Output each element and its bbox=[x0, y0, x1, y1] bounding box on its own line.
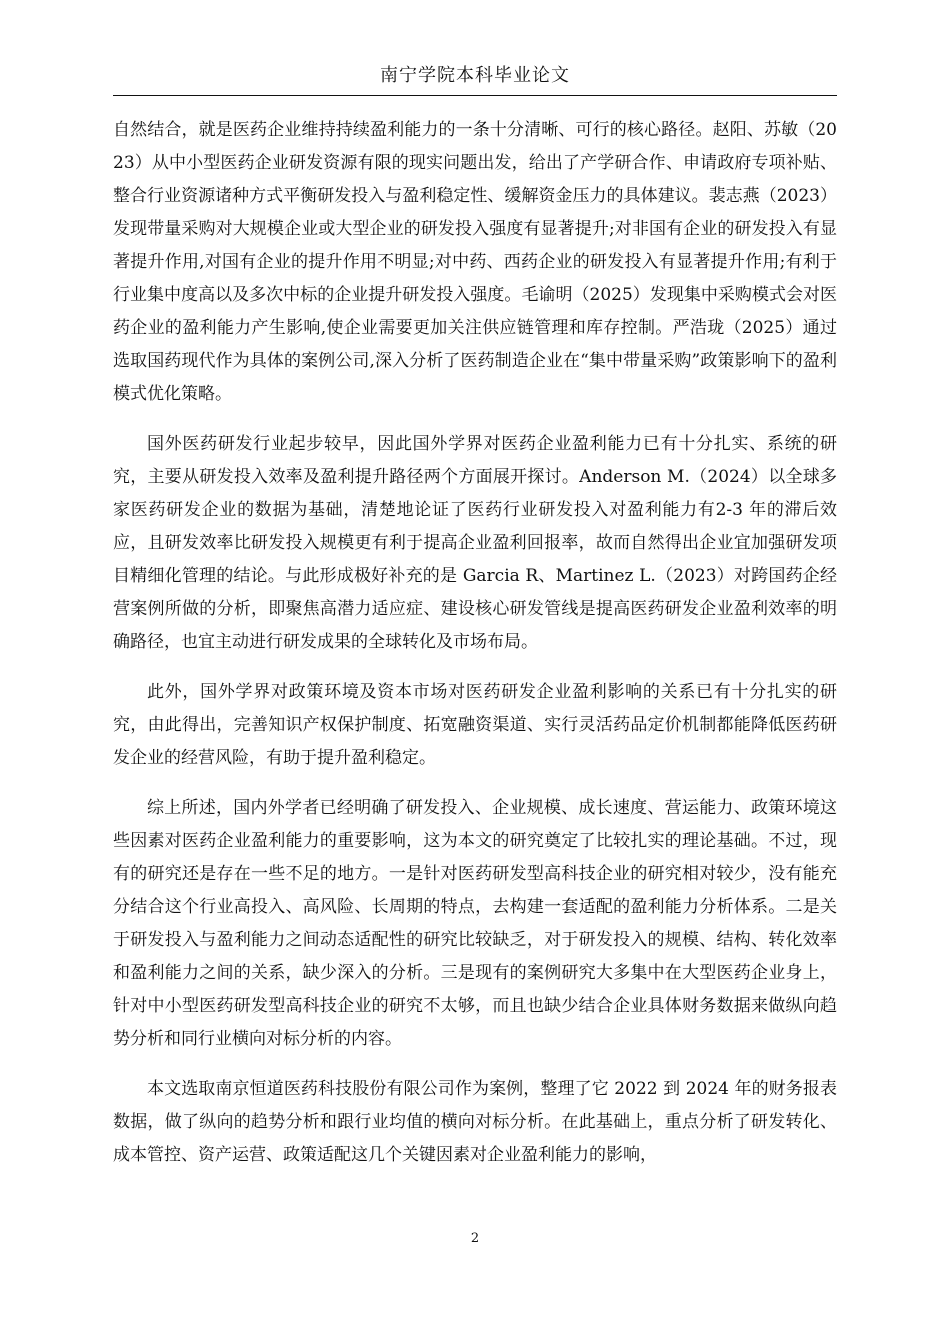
paragraph-foreign-research: 国外医药研发行业起步较早，因此国外学界对医药企业盈利能力已有十分扎实、系统的研究，主要从研发投入效率及盈利提升路径两个方面展开探讨。Anderson M.（2024）以全球多家医药研发企业的数据为基础，清楚地论证了医药行业研发投入对盈利能力有2-3 年的滞后效应，且研发效率比研发投入规模更有利于提高企业盈利回报率，故而自然得出企业宜加强研发项目精细化管理的结论。与此形成极好补充的是 Garcia R、Martinez L.（2023）对跨国药企经营案例所做的分析，即聚焦高潜力适应症、建设核心研发管线是提高医药研发企业盈利效率的明确路径，也宜主动进行研发成果的全球转化及市场布局。 bbox=[113, 434, 837, 652]
body-text bbox=[113, 114, 837, 1189]
paragraph-continued: 自然结合，就是医药企业维持持续盈利能力的一条十分清晰、可行的核心路径。赵阳、苏敏（2023）从中小型医药企业研发资源有限的现实问题出发，给出了产学研合作、申请政府专项补贴、整合行业资源诸种方式平衡研发投入与盈利稳定性、缓解资金压力的具体建议。裴志燕（2023）发现带量采购对大规模企业或大型企业的研发投入强度有显著提升;对非国有企业的研发投入有显著提升作用,对国有企业的提升作用不明显;对中药、西药企业的研发投入有显著提升作用;有利于行业集中度高以及多次中标的企业提升研发投入强度。毛谕明（2025）发现集中采购模式会对医药企业的盈利能力产生影响,使企业需要更加关注供应链管理和库存控制。严浩珑（2025）通过选取国药现代作为具体的案例公司,深入分析了医药制造企业在“集中带量采购”政策影响下的盈利模式优化策略。 bbox=[113, 120, 837, 404]
paragraph-policy-environment: 此外，国外学界对政策环境及资本市场对医药研发企业盈利影响的关系已有十分扎实的研究，由此得出，完善知识产权保护制度、拓宽融资渠道、实行灵活药品定价机制都能降低医药研发企业的经营风险，有助于提升盈利稳定。 bbox=[113, 682, 837, 768]
running-header: 南宁学院本科毕业论文 bbox=[380, 65, 570, 86]
page-number: 2 bbox=[470, 1231, 480, 1246]
paragraph-summary: 综上所述，国内外学者已经明确了研发投入、企业规模、成长速度、营运能力、政策环境这些因素对医药企业盈利能力的重要影响，这为本文的研究奠定了比较扎实的理论基础。不过，现有的研究还是存在一些不足的地方。一是针对医药研发型高科技企业的研究相对较少，没有能充分结合这个行业高投入、高风险、长周期的特点，去构建一套适配的盈利能力分析体系。二是关于研发投入与盈利能力之间动态适配性的研究比较缺乏，对于研发投入的规模、结构、转化效率和盈利能力之间的关系，缺少深入的分析。三是现有的案例研究大多集中在大型医药企业身上，针对中小型医药研发型高科技企业的研究不太够，而且也缺少结合企业具体财务数据来做纵向趋势分析和同行业横向对标分析的内容。 bbox=[113, 798, 837, 1049]
paragraph-case-selection: 本文选取南京恒道医药科技股份有限公司作为案例，整理了它 2022 到 2024 年的财务报表数据，做了纵向的趋势分析和跟行业均值的横向对标分析。在此基础上，重点分析了研发转化、成本管控、资产运营、政策适配这几个关键因素对企业盈利能力的影响， bbox=[113, 1079, 837, 1165]
header-rule bbox=[113, 95, 837, 96]
